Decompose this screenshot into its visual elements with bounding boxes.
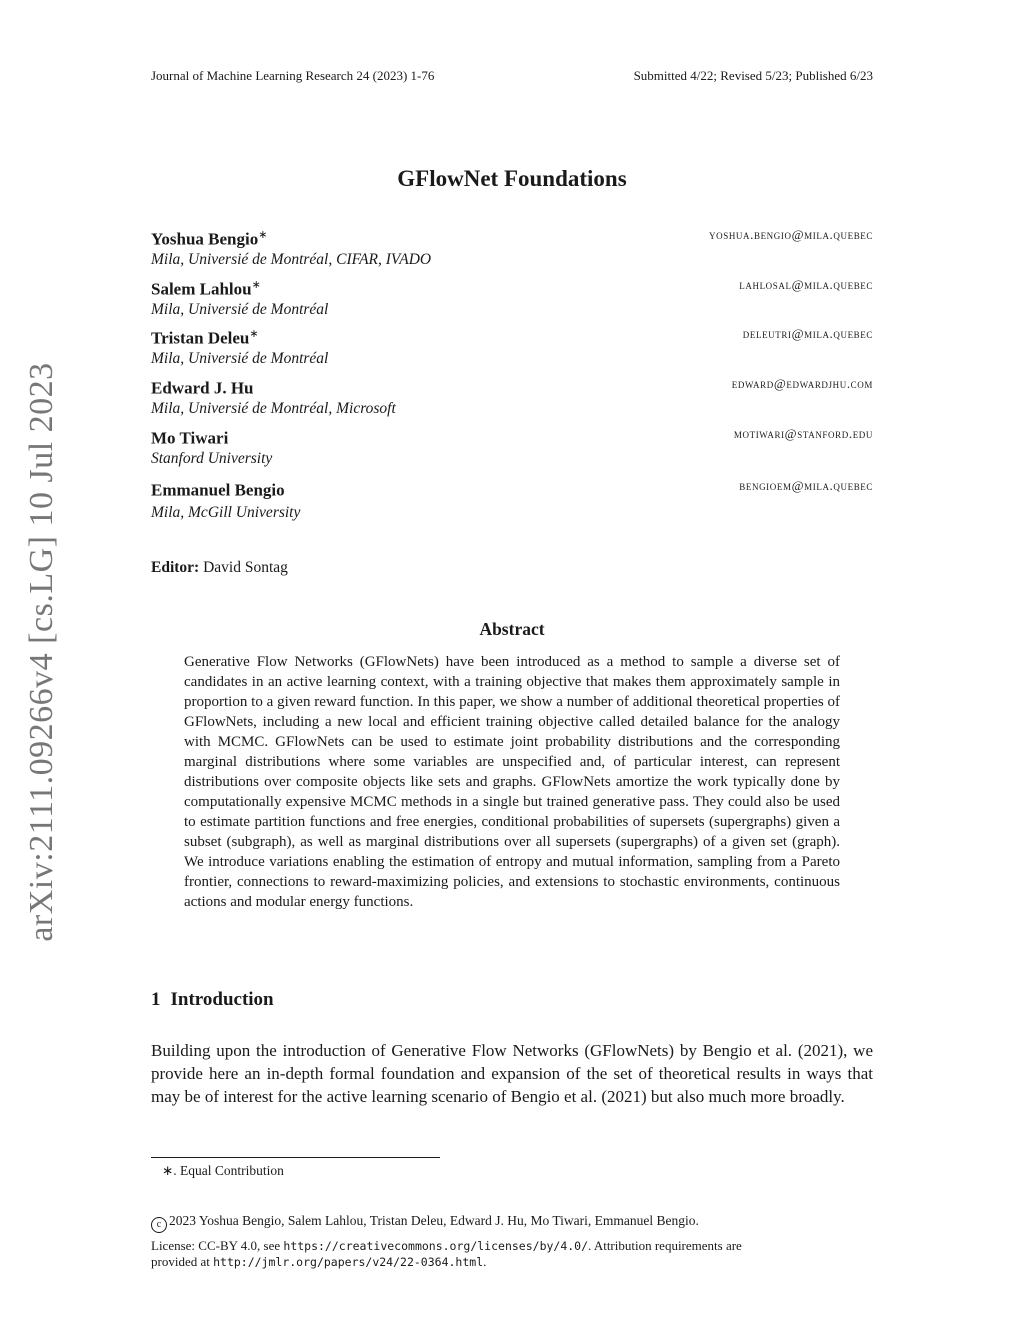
introduction-text: Building upon the introduction of Generative Flow Networks (GFlowNets) by Bengio et al. (2021), we provide here an in-depth formal foundation and expansion of the set of theoretical results in ways that may be of interest for the active learning scenario of Bengio et al. (2021) but also much more broadly.: [151, 1041, 873, 1106]
publication-dates: Submitted 4/22; Revised 5/23; Published 6/23: [633, 68, 873, 83]
license-line-2: provided at http://jmlr.org/papers/v24/22-0364.html.: [151, 1254, 487, 1269]
author-name: Tristan Deleu∗: [151, 328, 259, 348]
license-line-1: License: CC-BY 4.0, see https://creativecommons.org/licenses/by/4.0/. Attribution requirements are: [151, 1238, 742, 1253]
author-block: [151, 476, 873, 523]
equal-contribution-mark: ∗: [258, 229, 268, 241]
author-block: [151, 225, 873, 270]
arxiv-stamp: arXiv:2111.09266v4 [cs.LG] 10 Jul 2023: [23, 362, 60, 942]
author-affiliation: Mila, Universié de Montréal: [151, 300, 329, 318]
abstract-text: Generative Flow Networks (GFlowNets) have been introduced as a method to sample a diverse set of candidates in an active learning context, with a training objective that makes them approximately sample in proportion to a given reward function. In this paper, we show a number of additional theoretical properties of GFlowNets, including a new local and efficient training objective called detailed balance for the analogy with MCMC. GFlowNets can be used to estimate joint probability distributions and the corresponding marginal distributions where some variables are unspecified and, of particular interest, can represent distributions over composite objects like sets and graphs. GFlowNets amortize the work typically done by computationally expensive MCMC methods in a single but trained generative pass. They could also be used to estimate partition functions and free energies, conditional probabilities of supersets (supergraphs) given a subset (subgraph), as well as marginal distributions over all supersets (supergraphs) of a given set (graph). We introduce variations enabling the estimation of entropy and mutual information, sampling from a Pareto frontier, connections to reward-maximizing policies, and extensions to stochastic environments, continuous actions and modular energy functions.: [184, 654, 840, 910]
editor-label: Editor:: [151, 559, 200, 576]
author-name: Mo Tiwari: [151, 428, 229, 448]
copyright-text: 2023 Yoshua Bengio, Salem Lahlou, Tristan Deleu, Edward J. Hu, Mo Tiwari, Emmanuel Bengio.: [169, 1213, 699, 1228]
author-email[interactable]: motiwari@stanford.edu: [733, 426, 873, 441]
author-email[interactable]: edward@edwardjhu.com: [731, 376, 873, 391]
author-affiliation: Mila, Universié de Montréal, Microsoft: [151, 399, 396, 417]
author-name: Emmanuel Bengio: [151, 480, 285, 500]
author-affiliation: Stanford University: [151, 449, 273, 467]
journal-citation: Journal of Machine Learning Research 24 (2023) 1-76: [151, 68, 435, 83]
author-email[interactable]: deleutri@mila.quebec: [742, 326, 873, 341]
footnote: ∗. Equal Contribution: [162, 1163, 284, 1178]
footnote-divider: [151, 1157, 440, 1158]
section-number: 1: [151, 989, 161, 1010]
copyright-icon: c: [151, 1217, 167, 1233]
license-link[interactable]: https://creativecommons.org/licenses/by/4.0/: [283, 1239, 589, 1253]
author-email[interactable]: lahlosal@mila.quebec: [739, 277, 873, 292]
equal-contribution-mark: ∗: [251, 279, 261, 291]
author-name: Salem Lahlou∗: [151, 279, 261, 299]
author-block: [151, 275, 873, 320]
author-block: [151, 324, 873, 369]
abstract-heading: Abstract: [479, 619, 545, 639]
equal-contribution-mark: ∗: [249, 328, 259, 340]
paper-title: GFlowNet Foundations: [397, 166, 627, 191]
section-heading: [151, 989, 274, 1011]
author-affiliation: Mila, Universié de Montréal, CIFAR, IVADO: [151, 250, 432, 268]
editor-line: [151, 559, 288, 577]
author-block: [151, 374, 873, 419]
author-name: Yoshua Bengio∗: [151, 229, 268, 249]
running-header: [151, 68, 873, 84]
author-email[interactable]: yoshua.bengio@mila.quebec: [709, 227, 873, 242]
copyright-line: [151, 1213, 873, 1233]
author-affiliation: Mila, McGill University: [151, 503, 301, 521]
author-block: [151, 424, 873, 469]
editor-name: David Sontag: [203, 559, 288, 576]
author-name: Edward J. Hu: [151, 378, 254, 398]
paper-link[interactable]: http://jmlr.org/papers/v24/22-0364.html: [213, 1255, 484, 1269]
section-title: Introduction: [170, 989, 274, 1010]
author-affiliation: Mila, Universié de Montréal: [151, 349, 329, 367]
license-notice: [151, 1238, 873, 1270]
author-email[interactable]: bengioem@mila.quebec: [739, 478, 873, 493]
